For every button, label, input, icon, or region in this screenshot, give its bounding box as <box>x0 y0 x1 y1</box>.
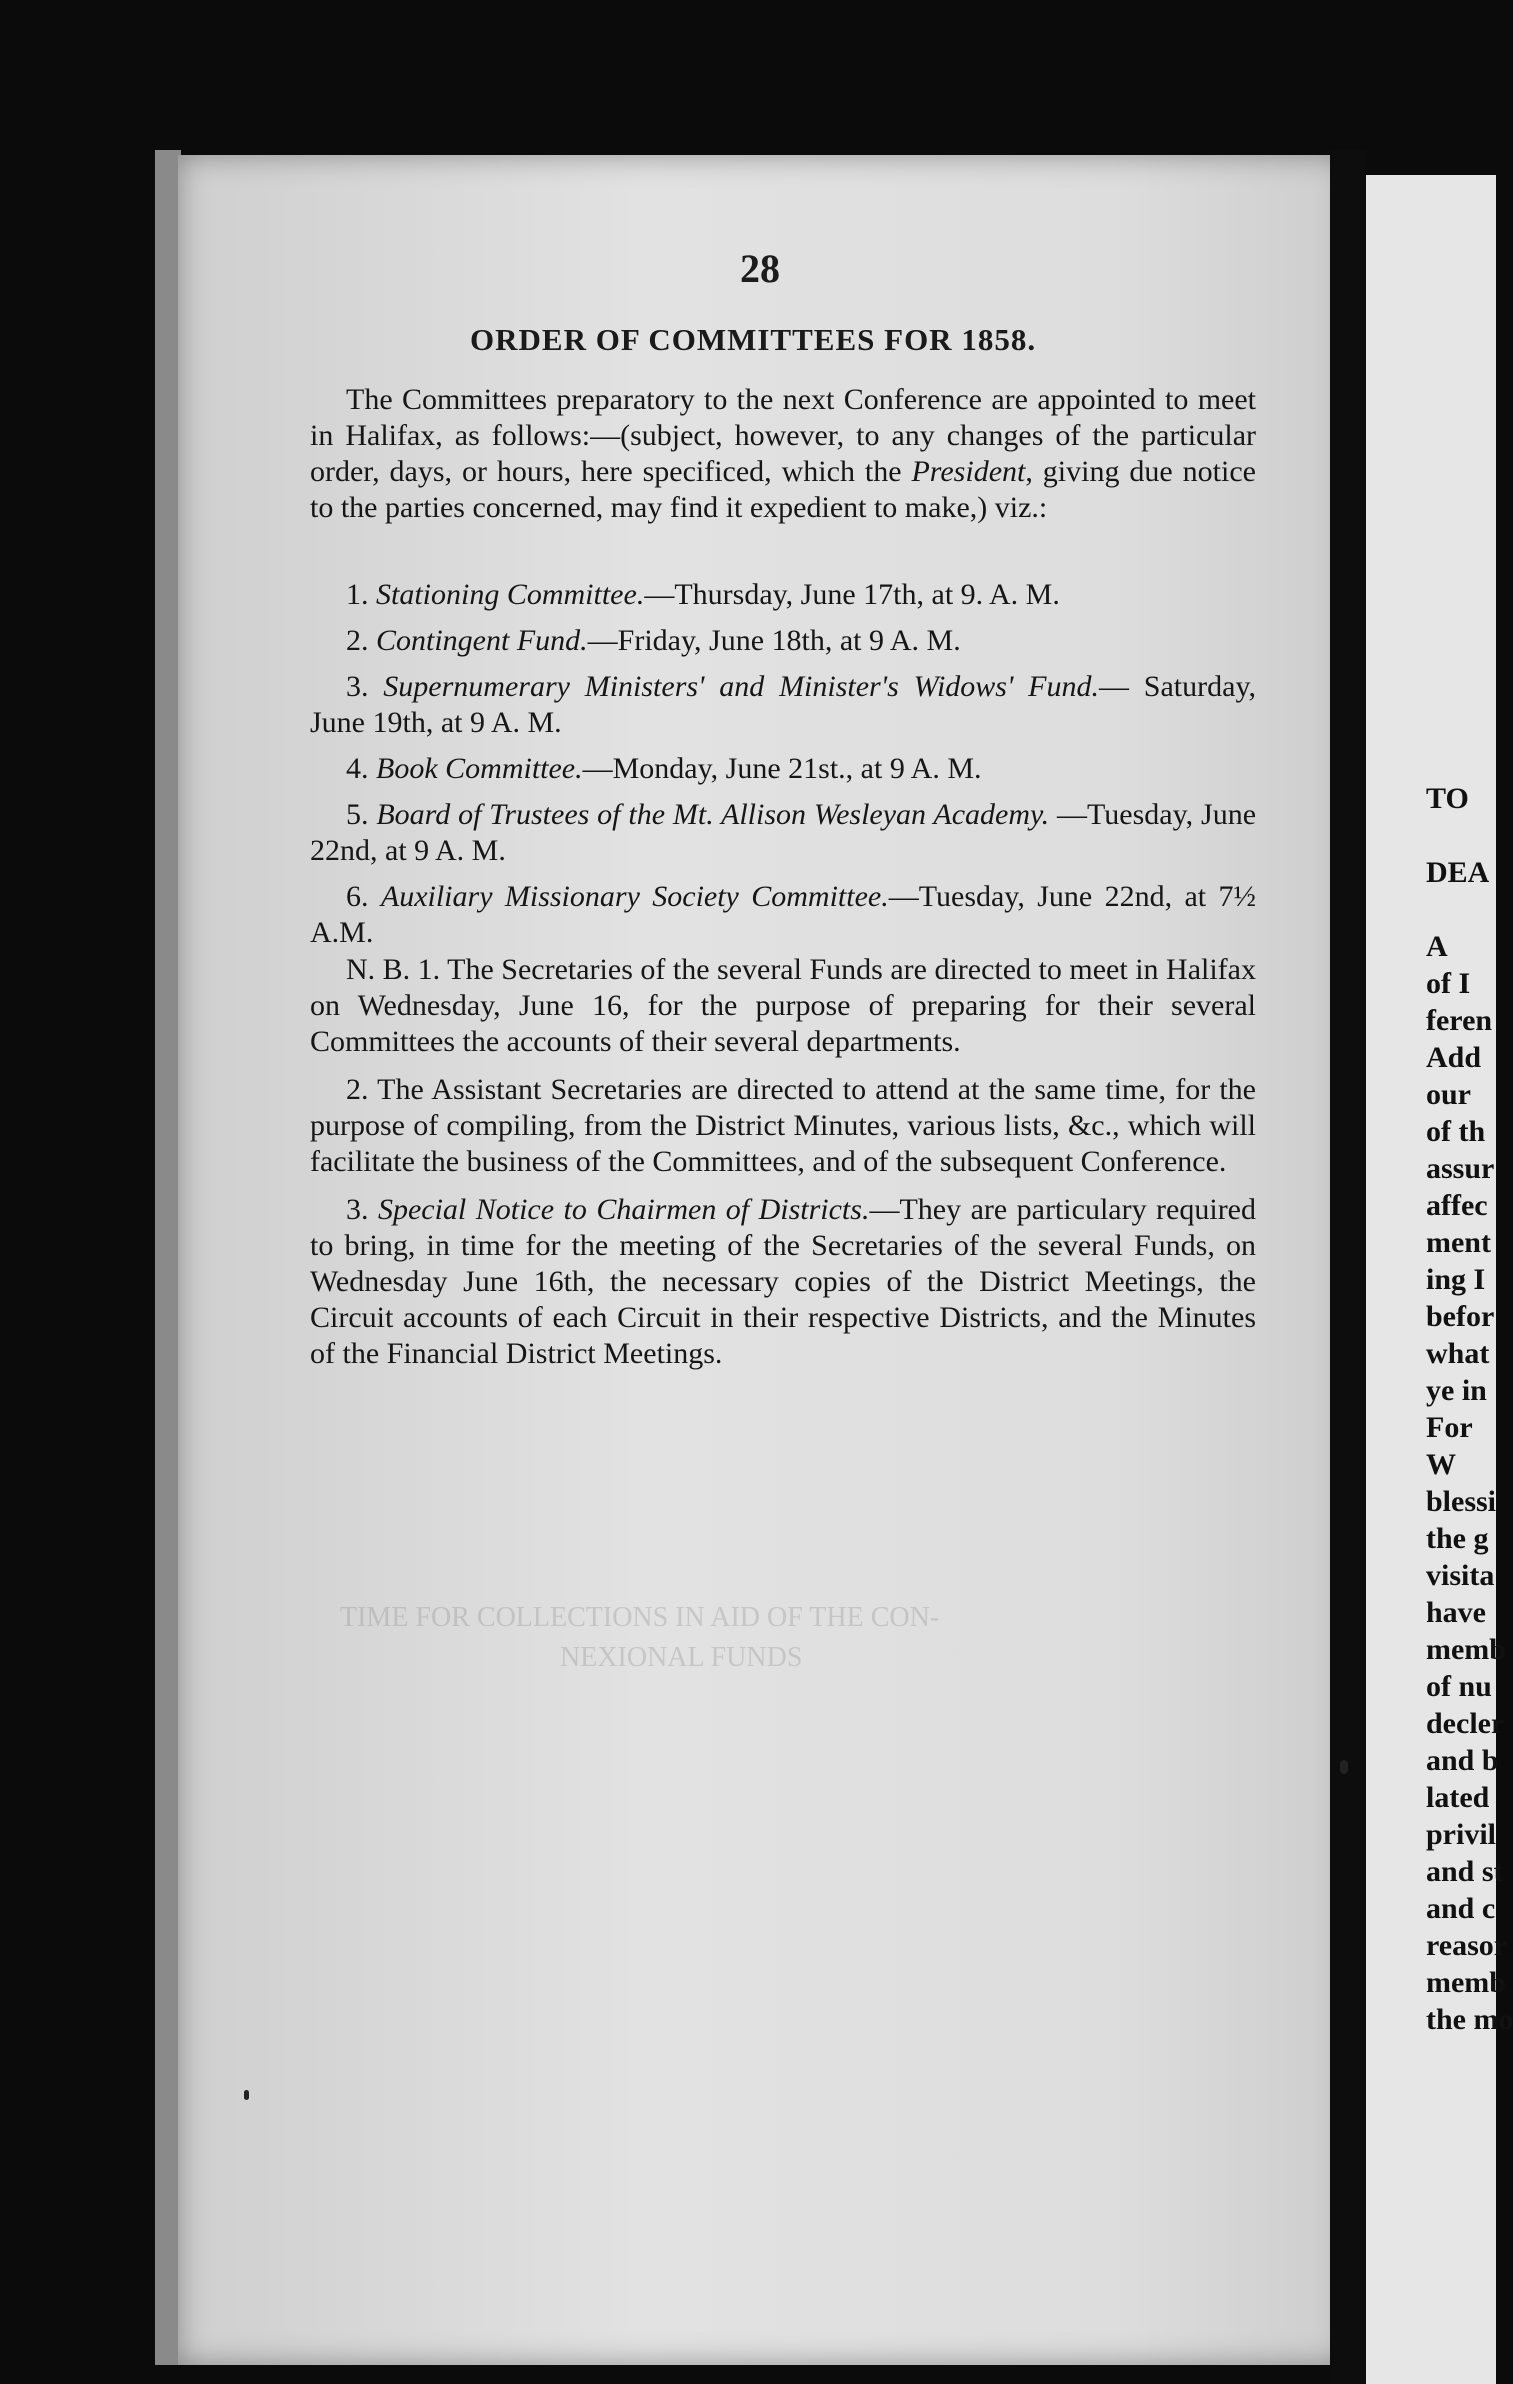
list-item: 6. Auxiliary Missionary Society Committee.—Tuesday, June 22nd, at 7½ A.M. <box>310 880 1256 949</box>
list-item: 3. Supernumerary Ministers' and Minister's Widows' Fund.— Saturday, June 19th, at 9 A. M. <box>310 670 1257 739</box>
committee-list <box>310 577 1256 961</box>
page-number: 28 <box>740 246 780 291</box>
bleed-through-line: TIME FOR COLLECTIONS IN AID OF THE CON- <box>340 1602 940 1633</box>
list-item: 1. Stationing Committee.—Thursday, June 17th, at 9. A. M. <box>346 578 1060 611</box>
page-heading: ORDER OF COMMITTEES FOR 1858. <box>470 322 1037 357</box>
note-2: 2. The Assistant Secretaries are directed to attend at the same time, for the purpose of compiling, from the District Minutes, various lists, &c., which will facilitate the business of the Committees, and of the subsequent Conference. <box>310 1073 1256 1178</box>
intro-president: President <box>911 455 1026 488</box>
book-gutter <box>1330 150 1366 2384</box>
intro-text-a: The Committees preparatory to the next Conference are appointed to meet in Halifax, as follows:—(subject, however, to any changes of the particular order, days, or hours, here specificed, which the <box>310 383 1256 488</box>
right-page-text: TO DEA A of I feren Add our of th assur affec ment ing I befor what ye in For W blessi the g visita have memb of nu decler and b lated privil and st and c reasor memb the mo <box>1426 782 1513 2036</box>
list-item: 4. Book Committee.—Monday, June 21st., at 9 A. M. <box>346 752 982 785</box>
intro-text-b: , giving due notice to the parties concerned, may find it expedient to make,) viz.: <box>310 455 1256 524</box>
intro-paragraph <box>310 382 1256 526</box>
notes-section <box>310 952 1256 1384</box>
list-item: 2. Contingent Fund.—Friday, June 18th, at 9 A. M. <box>346 624 961 657</box>
bleed-through-line: NEXIONAL FUNDS <box>560 1642 803 1673</box>
ink-speck <box>244 2090 249 2100</box>
note-1: N. B. 1. The Secretaries of the several Funds are directed to meet in Halifax on Wednesday, June 16, for the purpose of preparing for their several Committees the accounts of their several departments. <box>310 953 1256 1058</box>
list-item: 5. Board of Trustees of the Mt. Allison Wesleyan Academy. —Tuesday, June 22nd, at 9 A. M. <box>310 798 1257 867</box>
note-3: 3. Special Notice to Chairmen of Districts.—They are particulary required to bring, in time for the meeting of the Secretaries of the several Funds, on Wednesday June 16th, the necessary copies of the District Meetings, the Circuit accounts of each Circuit in their respective Districts, and the Minutes of the Financial District Meetings. <box>310 1193 1256 1370</box>
ink-speck <box>1340 1760 1348 1774</box>
